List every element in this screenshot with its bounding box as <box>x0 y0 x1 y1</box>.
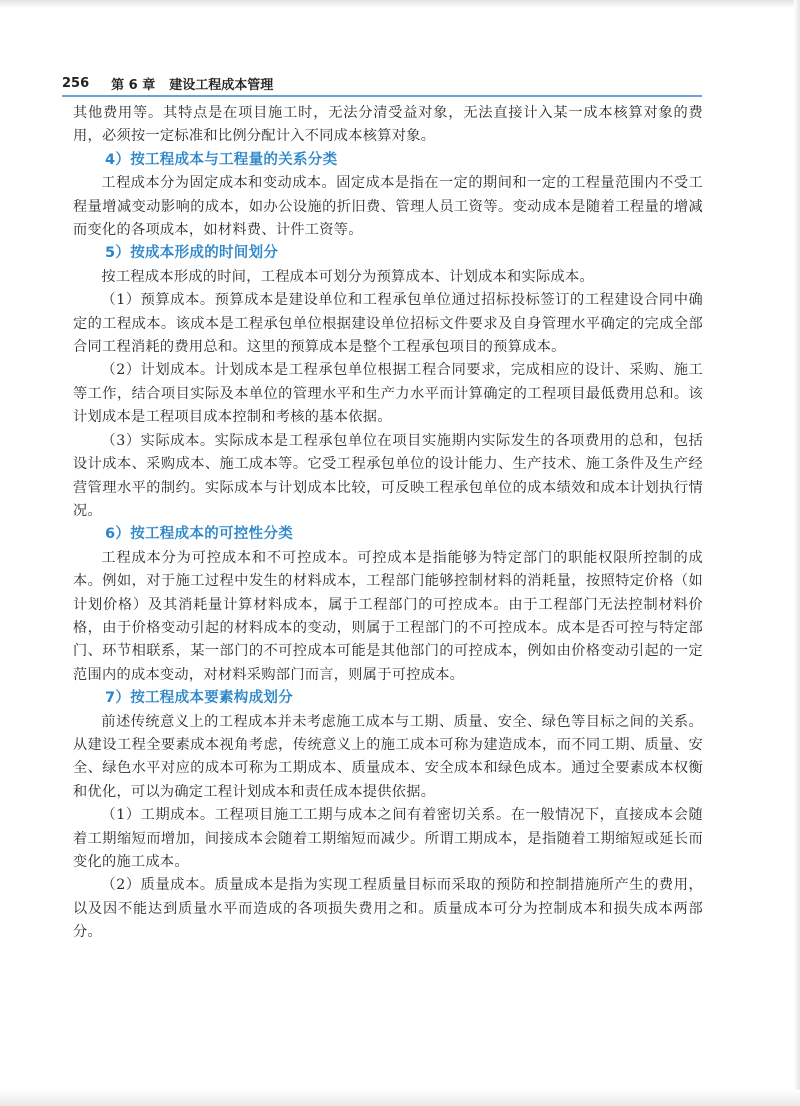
paragraph: 其他费用等。其特点是在项目施工时，无法分清受益对象，无法直接计入某一成本核算对象的费用，必须按一定标准和比例分配计入不同成本核算对象。 <box>73 105 703 145</box>
paragraph: （1）工期成本。工程项目施工工期与成本之间有着密切关系。在一般情况下，直接成本会随着工期缩短而增加，间接成本会随着工期缩短而减少。所谓工期成本，是指随着工期缩短或延长而变化的施工成本。 <box>73 807 703 870</box>
scan-shadow-right <box>794 0 800 1106</box>
paragraph: （2）计划成本。计划成本是工程承包单位根据工程合同要求，完成相应的设计、采购、施工等工作，结合项目实际及本单位的管理水平和生产力水平而计算确定的工程项目最低费用总和。该计划成本是工程项目成本控制和考核的基本依据。 <box>73 362 703 426</box>
paragraph: 按工程成本形成的时间，工程成本可划分为预算成本、计划成本和实际成本。 <box>101 268 594 285</box>
page-number: 256 <box>62 75 90 91</box>
chapter-label: 第 6 章 <box>111 77 156 93</box>
running-header <box>62 72 698 94</box>
paragraph: 前述传统意义上的工程成本并未考虑施工成本与工期、质量、安全、绿色等目标之间的关系。从建设工程全要素成本视角考虑，传统意义上的施工成本可称为建造成本，而不同工期、质量、安全、绿色水平对应的成本可称为工期成本、质量成本、安全成本和绿色成本。通过全要素成本权衡和优化，可以为确定工程计划成本和责任成本提供依据。 <box>73 713 703 800</box>
section-heading: 6）按工程成本的可控性分类 <box>105 526 293 543</box>
scan-shadow-bottom <box>0 1090 800 1106</box>
page-body <box>73 102 703 945</box>
scan-shadow-top <box>0 0 800 8</box>
paragraph: （3）实际成本。实际成本是工程承包单位在项目实施期内实际发生的各项费用的总和，包括设计成本、采购成本、施工成本等。它受工程承包单位的设计能力、生产技术、施工条件及生产经营管理水平的制约。实际成本与计划成本比较，可反映工程承包单位的成本绩效和成本计划执行情况。 <box>73 432 703 519</box>
paragraph: （1）预算成本。预算成本是建设单位和工程承包单位通过招标投标签订的工程建设合同中确定的工程成本。该成本是工程承包单位根据建设单位招标文件要求及自身管理水平确定的完成全部合同工程消耗的费用总和。这里的预算成本是整个工程承包项目的预算成本。 <box>73 292 703 356</box>
paragraph: 工程成本分为可控成本和不可控成本。可控成本是指能够为特定部门的职能权限所控制的成本。例如，对于施工过程中发生的材料成本，工程部门能够控制材料的消耗量，按照特定价格（如计划价格）及其消耗量计算材料成本，属于工程部门的可控成本。由于工程部门无法控制材料价格，由于价格变动引起的材料成本的变动，则属于工程部门的不可控成本。成本是否可控与特定部门、环节相联系，某一部门的不可控成本可能是其他部门的可控成本，例如由价格变动引起的一定范围内的成本变动，对材料采购部门而言，则属于可控成本。 <box>73 549 703 683</box>
header-rule <box>62 95 702 97</box>
chapter-title: 建设工程成本管理 <box>169 77 274 93</box>
section-heading: 5）按成本形成的时间划分 <box>105 245 279 262</box>
section-heading: 7）按工程成本要素构成划分 <box>105 690 293 707</box>
section-heading: 4）按工程成本与工程量的关系分类 <box>105 151 338 168</box>
paragraph: 工程成本分为固定成本和变动成本。固定成本是指在一定的期间和一定的工程量范围内不受工程量增减变动影响的成本，如办公设施的折旧费、管理人员工资等。变动成本是随着工程量的增减而变化的各项成本，如材料费、计件工资等。 <box>73 175 703 239</box>
paragraph: （2）质量成本。质量成本是指为实现工程质量目标而采取的预防和控制措施所产生的费用，以及因不能达到质量水平而造成的各项损失费用之和。质量成本可分为控制成本和损失成本两部分。 <box>73 877 703 941</box>
